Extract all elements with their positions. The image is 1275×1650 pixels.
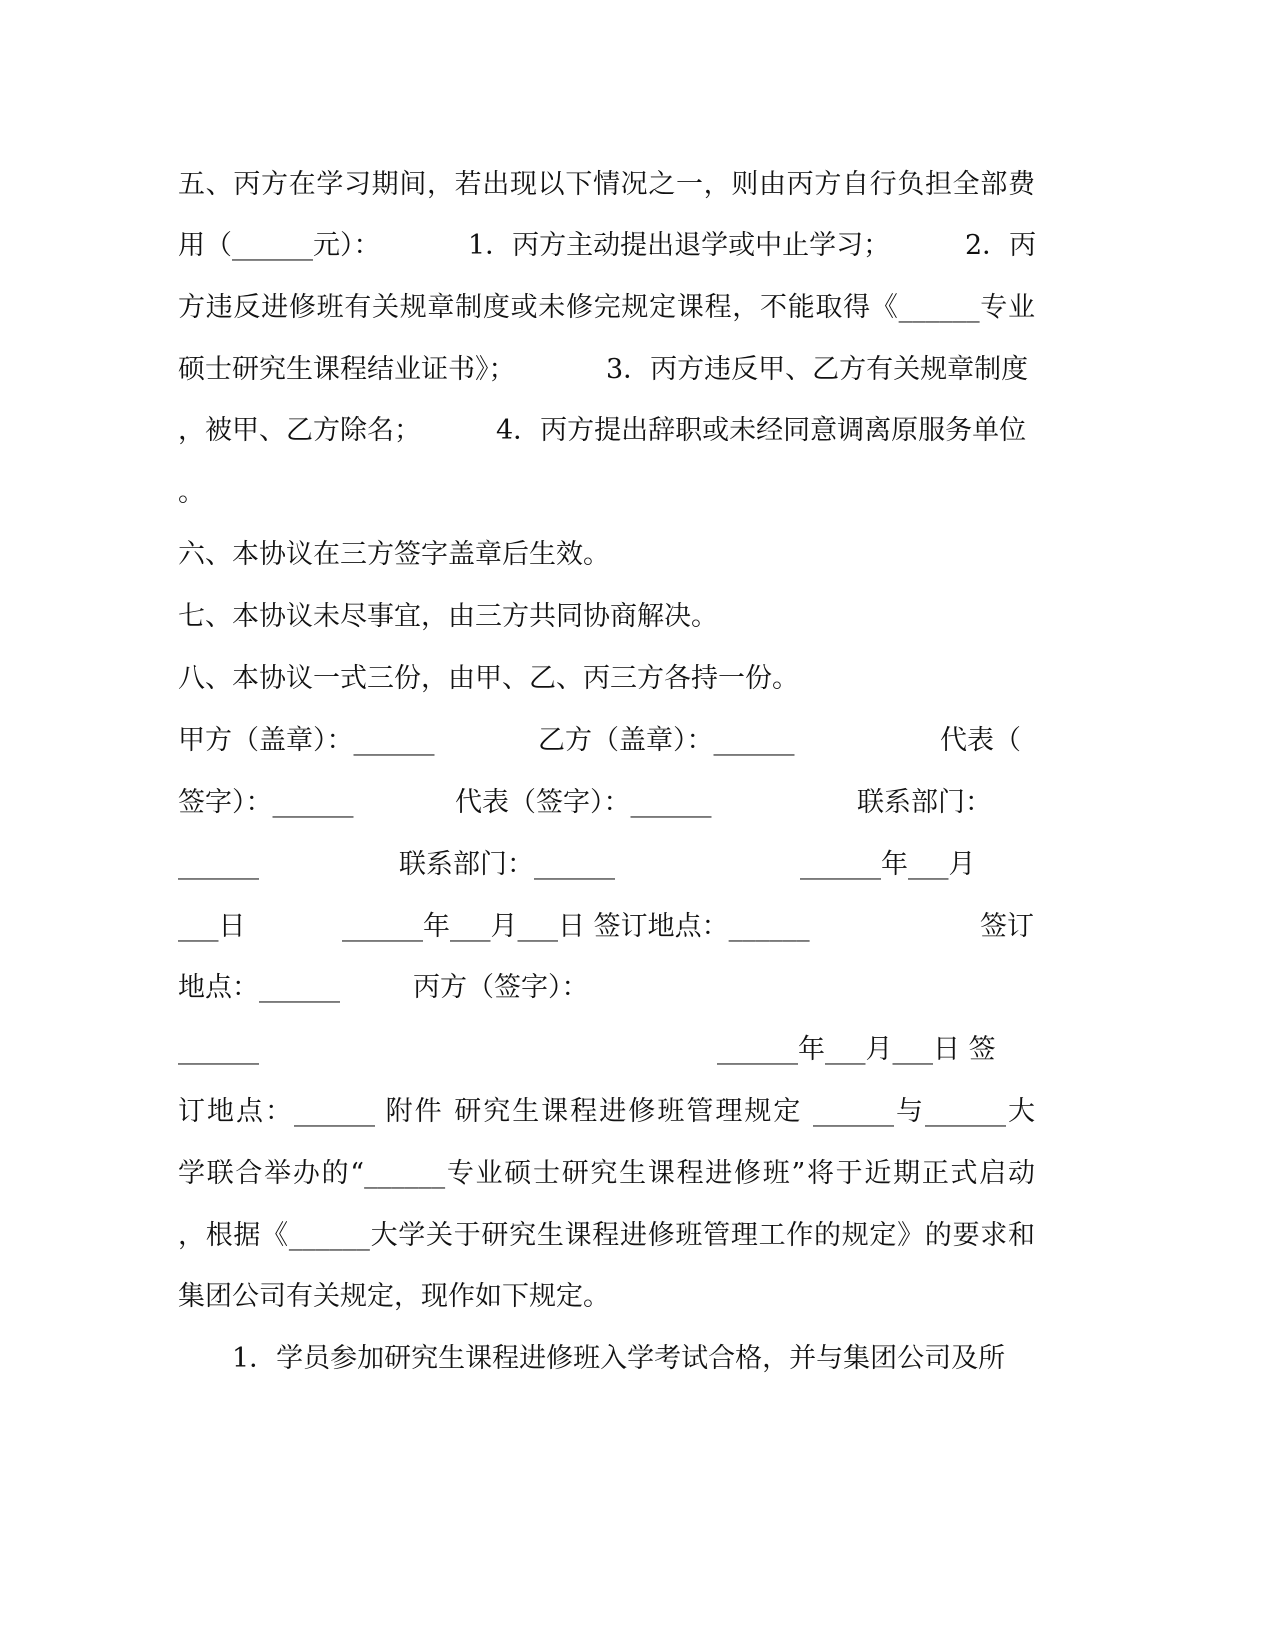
text: 地点：______ [178,972,340,1003]
clause-7 [0,597,1275,637]
text: 联系部门：______ [399,849,615,880]
text: 3．丙方违反甲、乙方有关规章制度 [606,354,1029,385]
rule-1 [0,1339,1275,1379]
text: 联系部门： [857,787,992,818]
text: 代表（ [940,725,1021,756]
text: ______ [178,1034,259,1065]
clause-5-line-2 [0,226,1275,266]
text: ______年___月___日 签 [717,1034,996,1065]
text: ______年___月 [800,849,976,880]
text: 丙方（签字）： [413,972,589,1003]
clause-8 [0,659,1275,699]
attachment-line-2 [0,1154,1275,1194]
attachment-line-1 [0,1092,1275,1132]
clause-6 [0,535,1275,575]
attachment-line-3 [0,1216,1275,1256]
text: 用（______元）： [178,230,381,261]
text: ___日 [178,911,246,942]
text: 学联合举办的“______专业硕士研究生课程进修班”将于近期正式启动 [178,1158,1035,1189]
signature-line-1 [0,721,1275,761]
text: 订地点：______ 附件 研究生课程进修班管理规定 ______与______大 [178,1096,1035,1127]
text: ，根据《______大学关于研究生课程进修班管理工作的规定》的要求和 [178,1220,1035,1251]
text: 硕士研究生课程结业证书》； [178,354,516,385]
clause-5-line-6 [0,473,1275,513]
text: 1．学员参加研究生课程进修班入学考试合格，并与集团公司及所 [232,1343,1006,1374]
text: 六、本协议在三方签字盖章后生效。 [178,539,610,570]
signature-line-3 [0,845,1275,885]
attachment-line-4 [0,1277,1275,1317]
clause-5-line-5 [0,411,1275,451]
text: 甲方（盖章）：______ [178,725,435,756]
signature-line-6 [0,1030,1275,1070]
text: 乙方（盖章）：______ [538,725,795,756]
text: 2．丙 [965,230,1037,261]
text: 方违反进修班有关规章制度或未修完规定课程，不能取得《______专业 [178,292,1035,323]
text: 七、本协议未尽事宜，由三方共同协商解决。 [178,601,718,632]
signature-line-4 [0,907,1275,947]
text: ，被甲、乙方除名； [178,415,421,446]
clause-5-line-4 [0,350,1275,390]
text: 签订 [980,911,1034,942]
text: 4．丙方提出辞职或未经同意调离原服务单位 [496,415,1027,446]
text: 八、本协议一式三份，由甲、乙、丙三方各持一份。 [178,663,799,694]
clause-5-line-1 [0,165,1275,205]
text: ______ [178,849,259,880]
text: 签字）：______ [178,787,354,818]
signature-line-2 [0,783,1275,823]
text: 代表（签字）：______ [455,787,712,818]
text: 。 [178,477,205,508]
text: 集团公司有关规定，现作如下规定。 [178,1281,610,1312]
signature-line-5 [0,968,1275,1008]
text: ______年___月___日 签订地点：______ [342,911,810,942]
text: 五、丙方在学习期间，若出现以下情况之一，则由丙方自行负担全部费 [178,169,1035,200]
text: 1．丙方主动提出退学或中止学习； [468,230,891,261]
clause-5-line-3 [0,288,1275,328]
